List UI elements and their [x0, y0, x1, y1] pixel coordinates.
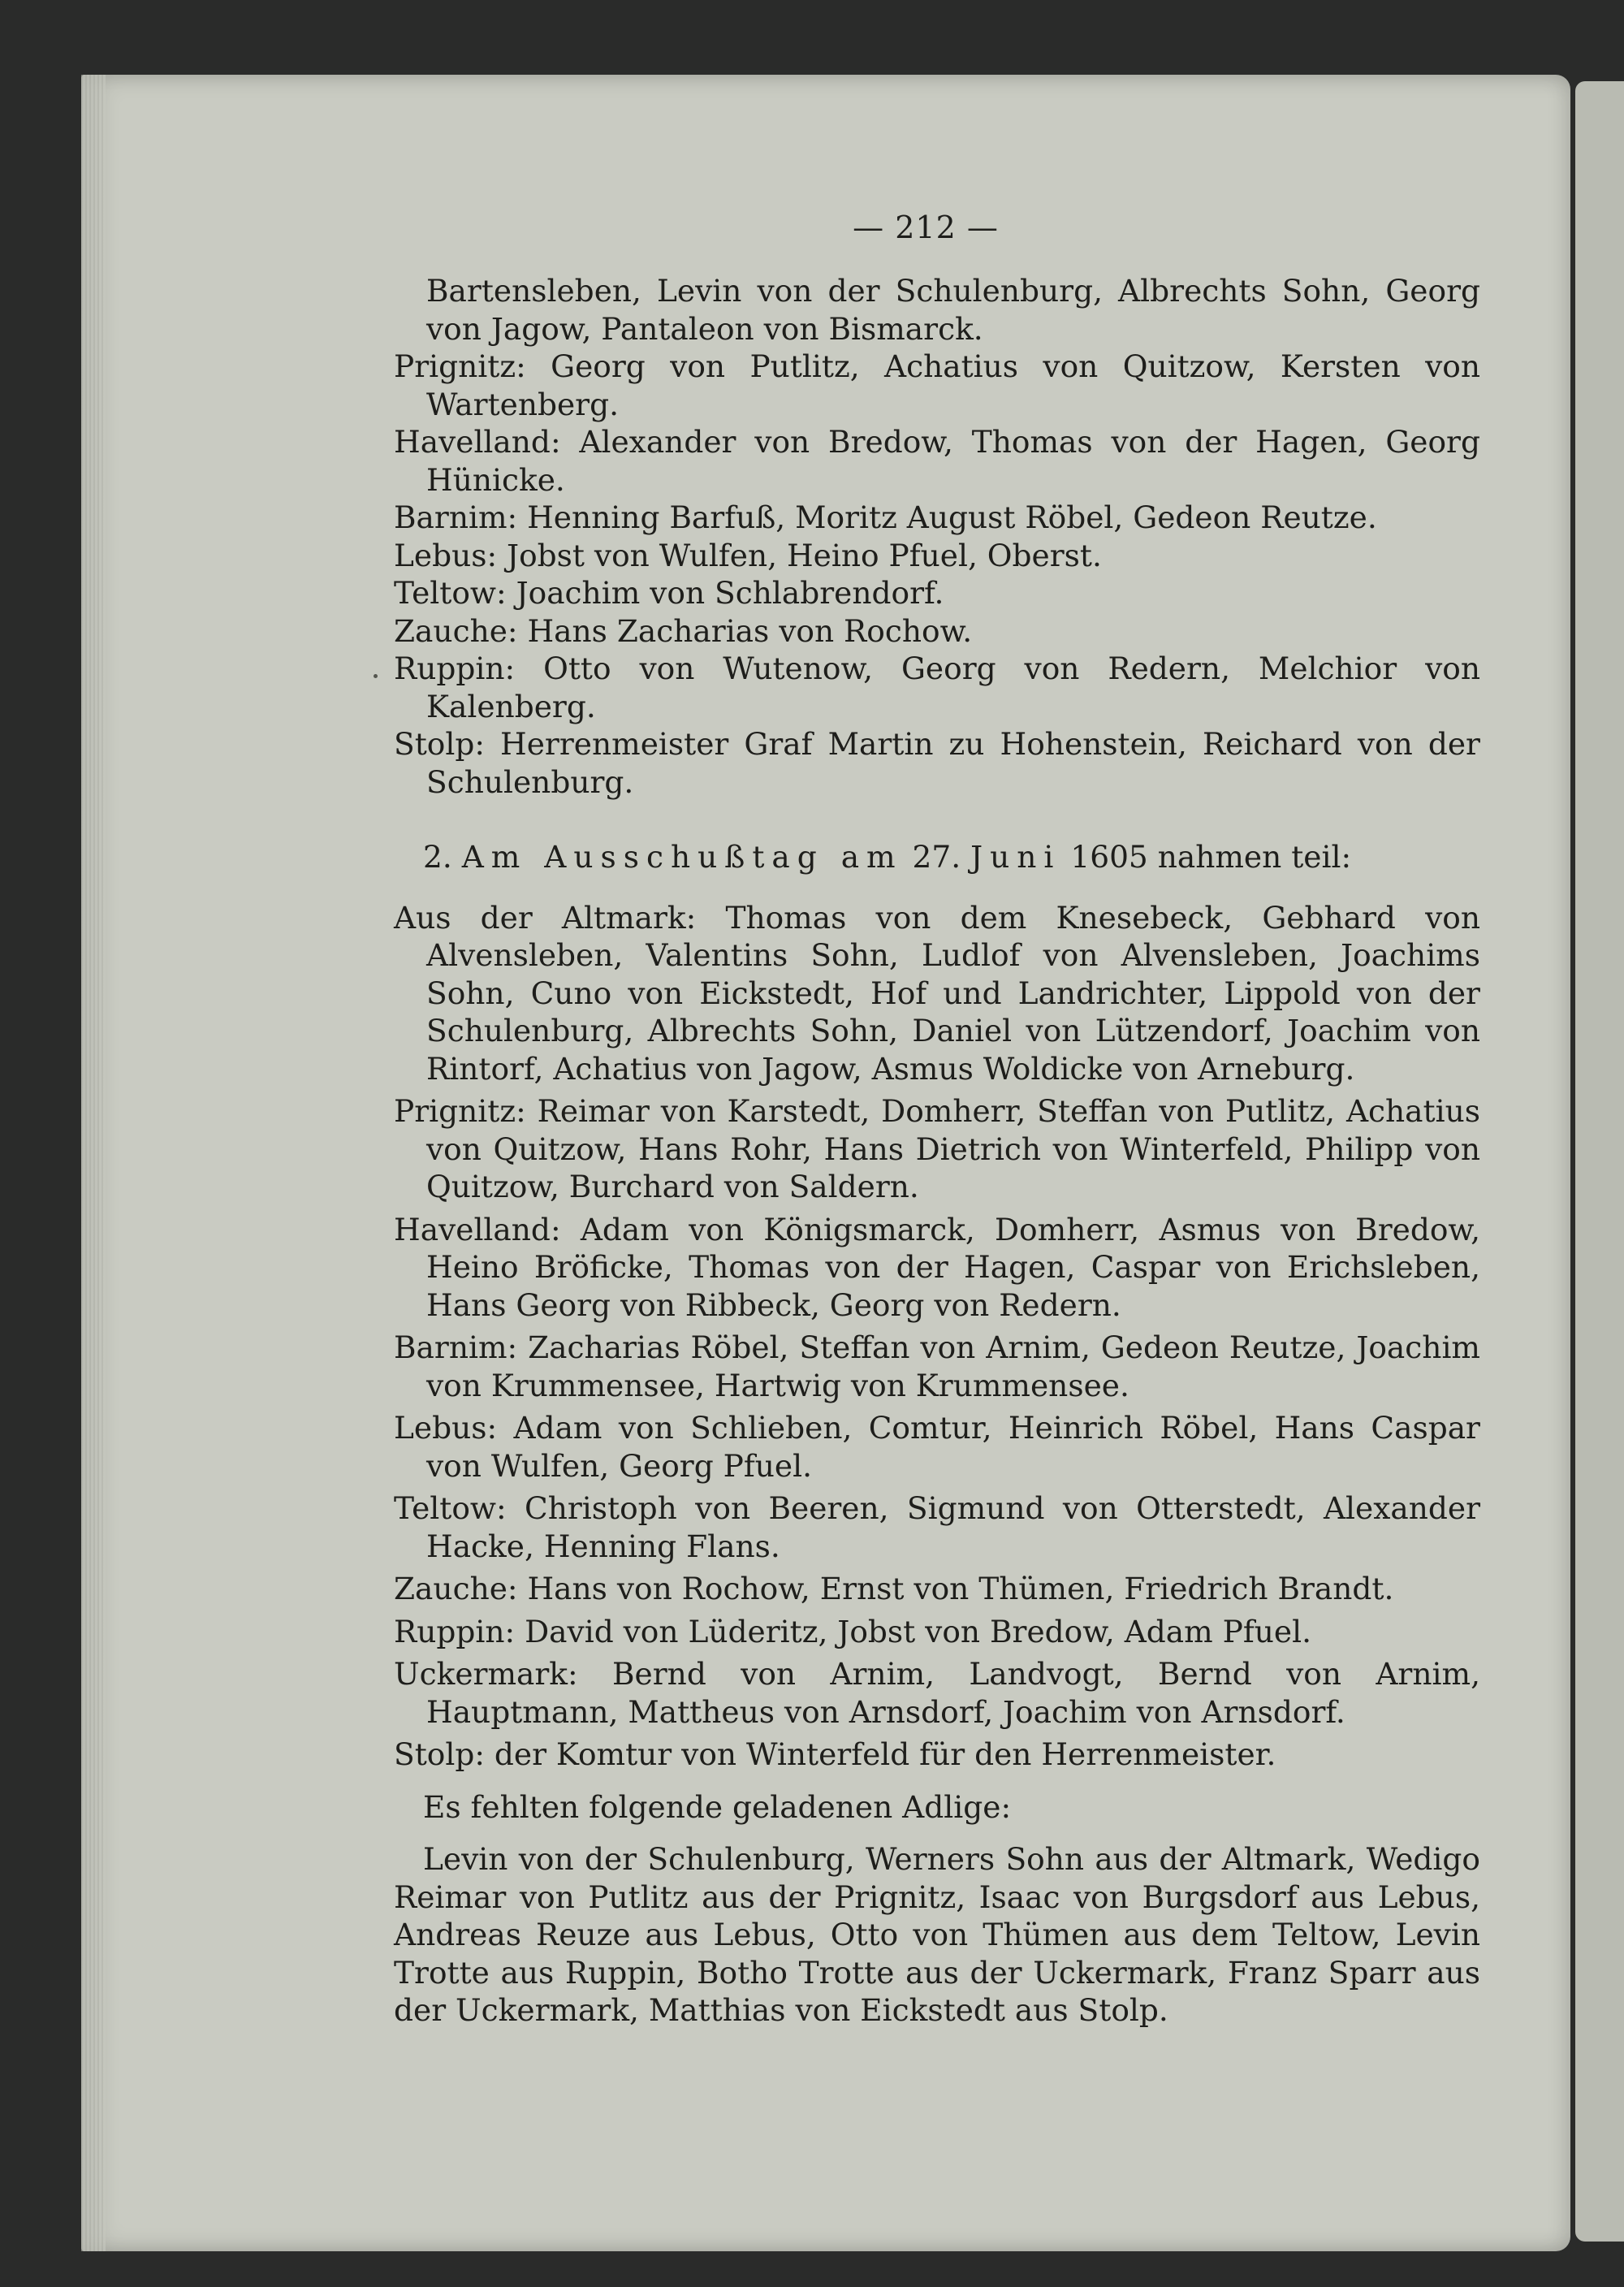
- list-item: Prignitz: Reimar von Karstedt, Domherr, Steffan von Putlitz, Achatius von Quitzow, Hans Rohr, Hans Dietrich von Winterfeld, Philipp von Quitzow, Burchard von Saldern.: [394, 1093, 1480, 1204]
- section-date-month: Juni: [970, 839, 1061, 875]
- list-item: Barnim: Henning Barfuß, Moritz August Röbel, Gedeon Reutze.: [394, 499, 1377, 535]
- section-heading: [394, 838, 1480, 876]
- list-item: Teltow: Joachim von Schlabrendorf.: [394, 575, 944, 611]
- page-number: — 212 —: [853, 210, 999, 245]
- section-title-spaced: Am Ausschußtag am: [461, 839, 903, 875]
- list-item: Barnim: Zacharias Röbel, Steffan von Arnim, Gedeon Reutze, Joachim von Krummensee, Hartwig von Krummensee.: [394, 1329, 1480, 1403]
- list-item: Havelland: Alexander von Bredow, Thomas von der Hagen, Georg Hünicke.: [394, 424, 1480, 498]
- speck-mark: [374, 674, 378, 678]
- continuation-paragraph: Bartensleben, Levin von der Schulenburg, Albrechts Sohn, Georg von Jagow, Pantaleon von Bismarck.: [426, 273, 1480, 347]
- list-item: Lebus: Adam von Schlieben, Comtur, Heinrich Röbel, Hans Caspar von Wulfen, Georg Pfuel.: [394, 1410, 1480, 1484]
- absent-intro: Es fehlten folgende geladenen Adlige:: [423, 1788, 1012, 1825]
- list-item: Prignitz: Georg von Putlitz, Achatius von Quitzow, Kersten von Wartenberg.: [394, 348, 1480, 422]
- list-item: Aus der Altmark: Thomas von dem Knesebeck, Gebhard von Alvensleben, Valentins Sohn, Ludlof von Alvensleben, Joachims Sohn, Cuno von Eickstedt, Hof und Landrichter, Lippold von der Schulenburg, Albrechts Sohn, Daniel von Lützendorf, Joachim von Rintorf, Achatius von Jagow, Asmus Woldicke von Arneburg.: [394, 899, 1480, 1087]
- list-item: Teltow: Christoph von Beeren, Sigmund von Otterstedt, Alexander Hacke, Henning Flans.: [394, 1490, 1480, 1564]
- list-item: Havelland: Adam von Königsmarck, Domherr, Asmus von Bredow, Heino Bröficke, Thomas von der Hagen, Caspar von Erichsleben, Hans Georg von Ribbeck, Georg von Redern.: [394, 1211, 1480, 1323]
- absent-paragraph: Levin von der Schulenburg, Werners Sohn aus der Altmark, Wedigo Reimar von Putlitz aus der Prignitz, Isaac von Burgsdorf aus Lebus, Andreas Reuze aus Lebus, Otto von Thümen aus dem Teltow, Levin Trotte aus Ruppin, Botho Trotte aus der Uckermark, Franz Sparr aus der Uckermark, Matthias von Eickstedt aus Stolp.: [394, 1841, 1480, 2028]
- section-title-rest: 1605 nahmen teil:: [1070, 839, 1352, 875]
- page-stack-edge: [81, 75, 106, 2251]
- list-item: Ruppin: Otto von Wutenow, Georg von Redern, Melchior von Kalenberg.: [394, 651, 1480, 724]
- list-item: Ruppin: David von Lüderitz, Jobst von Bredow, Adam Pfuel.: [394, 1613, 1312, 1649]
- list-item: Lebus: Jobst von Wulfen, Heino Pfuel, Oberst.: [394, 537, 1102, 573]
- adjacent-page-edge: [1575, 81, 1624, 2242]
- section-date-day: 27.: [912, 839, 961, 875]
- page-body: [394, 272, 1480, 2030]
- list-item: Stolp: Herrenmeister Graf Martin zu Hohenstein, Reichard von der Schulenburg.: [394, 726, 1480, 800]
- list-item: Zauche: Hans Zacharias von Rochow.: [394, 612, 973, 649]
- list-item: Uckermark: Bernd von Arnim, Landvogt, Bernd von Arnim, Hauptmann, Mattheus von Arnsdorf, Joachim von Arnsdorf.: [394, 1656, 1480, 1730]
- section-number: 2.: [423, 839, 452, 875]
- list-item: Zauche: Hans von Rochow, Ernst von Thümen, Friedrich Brandt.: [394, 1571, 1394, 1606]
- list-item: Stolp: der Komtur von Winterfeld für den Herrenmeister.: [394, 1736, 1276, 1772]
